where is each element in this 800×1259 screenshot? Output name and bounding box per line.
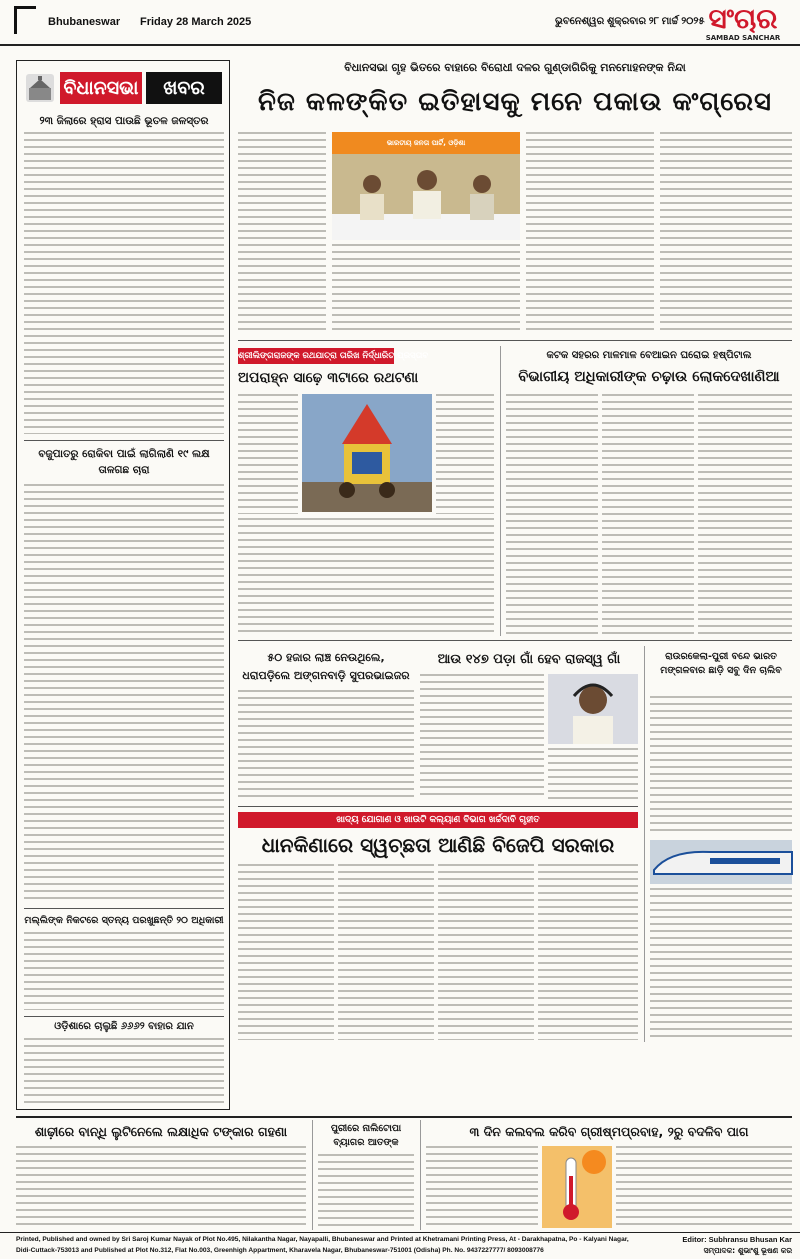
divider — [312, 1120, 313, 1230]
sidebar-story-1-text — [24, 132, 224, 434]
chariot-photo — [302, 394, 432, 512]
sidebar-headline-1: ୨୩ ଜିଲାରେ ହ୍ରାସ ପାଉଛି ଭୂତଳ ଜଳସ୍ତର — [39, 115, 209, 127]
lead-text-col-3 — [526, 132, 654, 332]
divider — [0, 1232, 800, 1233]
assembly-building-icon — [26, 74, 54, 102]
rath-text-bottom — [238, 518, 494, 634]
train-text-2 — [650, 888, 792, 1038]
train-text-1 — [650, 696, 792, 836]
thermometer-icon — [542, 1146, 612, 1228]
villages-text-col-2 — [548, 748, 638, 800]
sidebar-masthead-right: ଖବର — [146, 72, 222, 104]
train-photo — [650, 840, 792, 884]
divider — [238, 340, 792, 341]
sidebar-story-4-text — [24, 1038, 224, 1104]
page-header — [0, 0, 800, 46]
cuttack-text-col-1 — [506, 394, 598, 634]
header-date-odia: ଭୁବନେଶ୍ୱର ଶୁକ୍ରବାର ୨୮ ମାର୍ଚ୍ଚ ୨୦୨୫ — [555, 16, 705, 27]
food-text-col-4 — [538, 864, 638, 1040]
divider — [24, 908, 224, 909]
food-text-col-2 — [338, 864, 434, 1040]
cuttack-text-col-2 — [602, 394, 694, 634]
divider — [16, 1116, 792, 1118]
rath-kicker: ଶ୍ରୀଲିଙ୍ଗରାଜଙ୍କ ରଥଯାତ୍ରା ତାରିଖ ନିର୍ଦ୍ଧାରିତ ପ୍ରସ୍ତାବ — [238, 348, 394, 364]
train-headline: ରାଉରକେଲା-ପୁରୀ ବନ୍ଦେ ଭାରତ ମଙ୍ଗଳବାର ଛାଡ଼ି ସବୁ ଦିନ ଚାଲିବ — [660, 651, 782, 676]
food-text-col-3 — [438, 864, 534, 1040]
divider — [24, 440, 224, 441]
lead-headline: ନିଜ କଳଙ୍କିତ ଇତିହାସକୁ ମନେ ପକାଉ କଂଗ୍ରେସ — [257, 87, 772, 117]
food-text-col-1 — [238, 864, 334, 1040]
rath-text-col-2 — [436, 394, 494, 514]
anganwadi-headline-2: ଧରାପଡ଼ିଲେ ଅଙ୍ଗନବାଡ଼ି ସୁପରଭାଇଜର — [242, 669, 410, 682]
sidebar-masthead-left: ବିଧାନସଭା — [60, 72, 142, 104]
divider — [24, 1016, 224, 1017]
divider — [238, 640, 792, 641]
bottom-headline-3: ୩ ଦିନ କଲବଲ କରିବ ଗ୍ରୀଷ୍ମପ୍ରବାହ, ୨ରୁ ବଦଳିବ ପାଗ — [469, 1124, 749, 1139]
bottom-story-1-text — [16, 1146, 306, 1228]
press-conference-photo — [332, 132, 520, 240]
editor-name: Editor: Subhransu Bhusan Kar — [682, 1235, 792, 1244]
minister-illustration — [548, 674, 638, 744]
anganwadi-text — [238, 690, 414, 800]
rath-headline: ଅପରାହ୍ନ ସାଢ଼େ ୩ଟାରେ ରଥଟଣା — [238, 370, 419, 386]
rath-text-col-1 — [238, 394, 298, 514]
thermometer-photo — [542, 1146, 612, 1228]
cuttack-headline: ବିଭାଗୀୟ ଅଧିକାରୀଙ୍କ ଚଢ଼ାଉ ଲୋକଦେଖାଣିଆ — [518, 369, 780, 385]
editor-name-odia: ସମ୍ପାଦକ: ଶୁଭାଂଶୁ ଭୂଷଣ କର — [703, 1246, 792, 1255]
page-corner-mark — [14, 6, 36, 34]
train-illustration — [650, 840, 792, 884]
villages-text-col-1 — [420, 674, 544, 800]
lead-text-col-4 — [660, 132, 792, 332]
bottom-headline-1: ଶାଢ଼ୀରେ ବାନ୍ଧି ଲୁଟିନେଲେ ଲକ୍ଷାଧିକ ଟଙ୍କାର ଗହଣା — [34, 1124, 288, 1139]
villages-headline: ଆଉ ୧୪୭ ପଡ଼ା ଗାଁ ହେବ ରାଜସ୍ୱ ଗାଁ — [437, 652, 621, 667]
sidebar-headline-3: ମଲ୍ଲିଙ୍କ ନିକଟରେ ସ୍ତନ୍ୟ ପରଖୁଛନ୍ତି ୨୦ ଅଧିକାରୀ — [24, 915, 224, 926]
imprint-line-2: Didi-Cuttack-753013 and Published at Plot No.312, Flat No.003, Greenhigh Appartment, Kharavela Nagar, Bhubaneswar-751001 (Odisha) Ph. No. 9437227777/ 8093008776 — [16, 1247, 544, 1254]
divider — [644, 646, 645, 1042]
sidebar-headline-4: ଓଡ଼ିଶାରେ ଚାଲୁଛି ୬୬୬୨ ବାହାର ଯାନ — [54, 1021, 194, 1032]
bottom-story-3-text-2 — [616, 1146, 792, 1228]
food-kicker: ଖାଦ୍ୟ ଯୋଗାଣ ଓ ଖାଉଟି କଲ୍ୟାଣ ବିଭାଗ ଖର୍ଚ୍ଚଦାବି ଗୃହୀତ — [238, 812, 638, 828]
divider — [500, 346, 501, 636]
bottom-headline-2: ପୁରୀରେ ନାଲିଟୋପା ବ୍ୟାଗର ଆତଙ୍କ — [330, 1123, 402, 1148]
divider — [420, 1120, 421, 1230]
newspaper-logo: ସଂଚାର SAMBAD SANCHAR — [705, 2, 781, 42]
cuttack-kicker: କଟକ ସହରର ମାଳମାଳ ବେଆଇନ ଘରୋଇ ହଷ୍ପିଟାଲ — [546, 350, 752, 361]
header-date: Friday 28 March 2025 — [140, 16, 252, 28]
sidebar-masthead — [26, 70, 222, 108]
header-city: Bhubaneswar — [48, 16, 121, 28]
people-illustration — [332, 154, 520, 240]
imprint-line-1: Printed, Published and owned by Sri Saroj Kumar Nayak of Plot No.495, Nilakantha Nagar, Nayapalli, Bhubaneswar and Printed at Khetramani Printing Press, At - Darakhapatna, Po - Kalyani Nagar, — [16, 1236, 629, 1243]
bottom-story-3-text-1 — [426, 1146, 538, 1228]
sidebar-story-3-text — [24, 932, 224, 1010]
lead-kicker: ବିଧାନସଭା ଗୃହ ଭିତରେ ବାହାରେ ବିରୋଧୀ ଦଳର ଗୁଣ୍ଡାଗିରିକୁ ମନମୋହନଙ୍କ ନିନ୍ଦା — [344, 61, 686, 74]
divider — [238, 806, 638, 807]
bottom-story-2-text — [318, 1154, 414, 1228]
sidebar-story-2-text — [24, 484, 224, 902]
chariot-illustration — [302, 394, 432, 512]
minister-photo — [548, 674, 638, 744]
sidebar-headline-2: ବଜୁପାତରୁ ରୋକିବା ପାଇଁ ଲାଗିଲାଣି ୧୯ ଲକ୍ଷ ତାଳଗଛ ଚାରା — [38, 448, 210, 476]
lead-text-col-2 — [332, 244, 520, 332]
party-banner: ଭାରତୀୟ ଜନତା ପାର୍ଟି, ଓଡ଼ିଶା — [332, 132, 520, 154]
food-headline: ଧାନକିଣାରେ ସ୍ୱଚ୍ଛତା ଆଣିଛି ବିଜେପି ସରକାର — [261, 833, 615, 857]
anganwadi-headline-1: ୫୦ ହଜାର ଲାଞ୍ଚ ନେଉଥିଲେ, — [267, 651, 385, 664]
cuttack-text-col-3 — [698, 394, 792, 634]
lead-text-col-1 — [238, 132, 326, 332]
